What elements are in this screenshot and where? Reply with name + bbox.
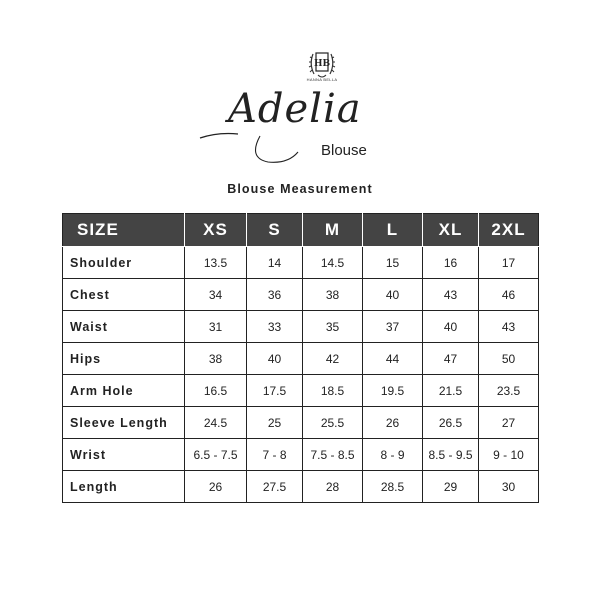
- table-cell: 47: [423, 343, 479, 375]
- table-row: [63, 439, 539, 471]
- table-cell: 36: [247, 279, 303, 311]
- table-cell: 17.5: [247, 375, 303, 407]
- table-cell: 28: [303, 471, 363, 503]
- table-cell: 42: [303, 343, 363, 375]
- table-cell: 26: [363, 407, 423, 439]
- table-cell: 27.5: [247, 471, 303, 503]
- table-cell: 50: [479, 343, 539, 375]
- table-cell: 8.5 - 9.5: [423, 439, 479, 471]
- row-label: Wrist: [63, 439, 185, 471]
- page-title: Blouse Measurement: [227, 182, 373, 196]
- table-cell: 37: [363, 311, 423, 343]
- header-size: 2XL: [479, 214, 539, 247]
- table-cell: 38: [185, 343, 247, 375]
- table-cell: 34: [185, 279, 247, 311]
- row-label: Sleeve Length: [63, 407, 185, 439]
- table-cell: 16: [423, 247, 479, 279]
- collection-script-title: Adelia: [228, 86, 362, 132]
- table-cell: 17: [479, 247, 539, 279]
- table-cell: 26: [185, 471, 247, 503]
- table-cell: 7.5 - 8.5: [303, 439, 363, 471]
- header-size: XS: [185, 214, 247, 247]
- table-cell: 40: [247, 343, 303, 375]
- table-header-row: [63, 214, 539, 247]
- row-label: Shoulder: [63, 247, 185, 279]
- table-cell: 13.5: [185, 247, 247, 279]
- table-cell: 35: [303, 311, 363, 343]
- row-label: Hips: [63, 343, 185, 375]
- table-cell: 8 - 9: [363, 439, 423, 471]
- header-size: XL: [423, 214, 479, 247]
- header-size-label: SIZE: [63, 214, 185, 247]
- table-cell: 15: [363, 247, 423, 279]
- table-row: [63, 407, 539, 439]
- table-cell: 44: [363, 343, 423, 375]
- table-cell: 46: [479, 279, 539, 311]
- table-cell: 29: [423, 471, 479, 503]
- size-chart-table: [62, 213, 539, 503]
- header-size: L: [363, 214, 423, 247]
- brand-monogram: HB: [313, 59, 331, 69]
- brand-name: HANNA BELLA: [306, 77, 338, 82]
- table-cell: 25.5: [303, 407, 363, 439]
- row-label: Arm Hole: [63, 375, 185, 407]
- table-cell: 40: [423, 311, 479, 343]
- table-row: [63, 247, 539, 279]
- table-cell: 16.5: [185, 375, 247, 407]
- table-cell: 40: [363, 279, 423, 311]
- collection-subtitle: Blouse: [321, 142, 367, 159]
- row-label: Chest: [63, 279, 185, 311]
- table-cell: 33: [247, 311, 303, 343]
- table-cell: 24.5: [185, 407, 247, 439]
- table-cell: 31: [185, 311, 247, 343]
- table-cell: 6.5 - 7.5: [185, 439, 247, 471]
- table-cell: 21.5: [423, 375, 479, 407]
- table-cell: 18.5: [303, 375, 363, 407]
- table-row: [63, 279, 539, 311]
- table-cell: 27: [479, 407, 539, 439]
- table-row: [63, 375, 539, 407]
- table-row: [63, 343, 539, 375]
- header-size: S: [247, 214, 303, 247]
- table-cell: 38: [303, 279, 363, 311]
- table-cell: 26.5: [423, 407, 479, 439]
- table-cell: 30: [479, 471, 539, 503]
- table-cell: 9 - 10: [479, 439, 539, 471]
- table-cell: 19.5: [363, 375, 423, 407]
- table-cell: 28.5: [363, 471, 423, 503]
- table-cell: 14.5: [303, 247, 363, 279]
- row-label: Length: [63, 471, 185, 503]
- table-cell: 14: [247, 247, 303, 279]
- table-cell: 7 - 8: [247, 439, 303, 471]
- table-row: [63, 471, 539, 503]
- table-cell: 43: [423, 279, 479, 311]
- header-size: M: [303, 214, 363, 247]
- table-cell: 25: [247, 407, 303, 439]
- table-cell: 43: [479, 311, 539, 343]
- table-cell: 23.5: [479, 375, 539, 407]
- table-row: [63, 311, 539, 343]
- row-label: Waist: [63, 311, 185, 343]
